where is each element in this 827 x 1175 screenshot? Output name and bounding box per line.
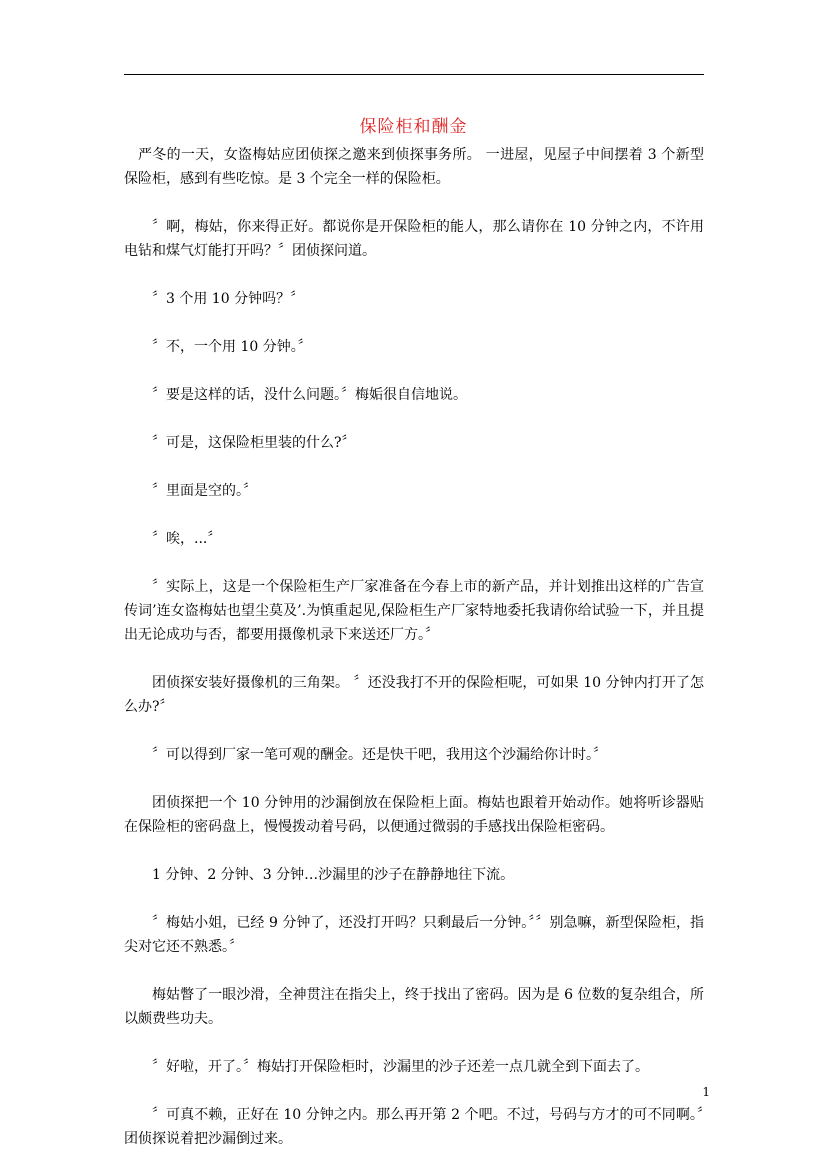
paragraph: 严冬的一天，女盗梅姑应团侦探之邀来到侦探事务所。 一进屋，见屋子中间摆着 3 个新型保险柜，感到有些吃惊。是 3 个完全一样的保险柜。	[124, 147, 704, 187]
paragraph: 团侦探安装好摄像机的三角架。 〞还没我打不开的保险柜呢，可如果 10 分钟内打开了怎么办?〞	[124, 675, 704, 715]
paragraph: 1 分钟、2 分钟、3 分钟…沙漏里的沙子在静静地往下流。	[152, 867, 515, 883]
page-number: 1	[702, 1085, 710, 1099]
document-title: 保险柜和酬金	[359, 117, 468, 137]
paragraph: 〞不，一个用 10 分钟。〞	[152, 339, 312, 355]
paragraph: 〞要是这样的话，没什么问题。〞梅姤很自信地说。	[152, 387, 467, 403]
paragraph: 〞好啦，开了。〞梅姑打开保险柜时，沙漏里的沙子还差一点几就全到下面去了。	[152, 1059, 649, 1075]
paragraph: 〞唉，...〞	[152, 531, 222, 547]
paragraph: 团侦探把一个 10 分钟用的沙漏倒放在保险柜上面。梅姑也跟着开始动作。她将听诊器贴在保险柜的密码盘上，慢慢拨动着号码，以便通过微弱的手感找出保险柜密码。	[124, 795, 704, 835]
paragraph: 〞可是，这保险柜里装的什么?〞	[152, 435, 356, 451]
paragraph: 〞可以得到厂家一笔可观的酬金。还是快干吧，我用这个沙漏给你计时。〞	[152, 747, 607, 763]
document-body	[124, 143, 704, 1175]
paragraph: 〞3 个用 10 分钟吗？〞	[152, 291, 305, 307]
paragraph: 〞里面是空的。〞	[152, 483, 257, 499]
paragraph: 〞可真不赖，正好在 10 分钟之内。那么再开第 2 个吧。不过，号码与方才的可不同啊。〞团侦探说着把沙漏倒过来。	[124, 1107, 704, 1147]
paragraph: 梅姑瞥了一眼沙滑，全神贯注在指尖上，终于找出了密码。因为是 6 位数的复杂组合，所以颇费些功夫。	[124, 987, 704, 1027]
header-rule	[124, 74, 704, 75]
paragraph: 〞实际上，这是一个保险柜生产厂家准备在今春上市的新产品，并计划推出这样的广告宣传词’连女盗梅姑也望尘莫及’.为慎重起见,保险柜生产厂家特地委托我请你给试验一下，并且提出无论成功与否，都要用摄像机录下来送还厂方。〞	[124, 579, 704, 643]
paragraph: 〞梅姑小姐，已经 9 分钟了，还没打开吗？只剩最后一分钟。〞〞别急嘛，新型保险柜，指尖对它还不熟悉。〞	[124, 915, 704, 955]
paragraph: 〞啊，梅姑，你来得正好。都说你是开保险柜的能人，那么请你在 10 分钟之内，不许用电钻和煤气灯能打开吗？〞团侦探问道。	[124, 219, 704, 259]
